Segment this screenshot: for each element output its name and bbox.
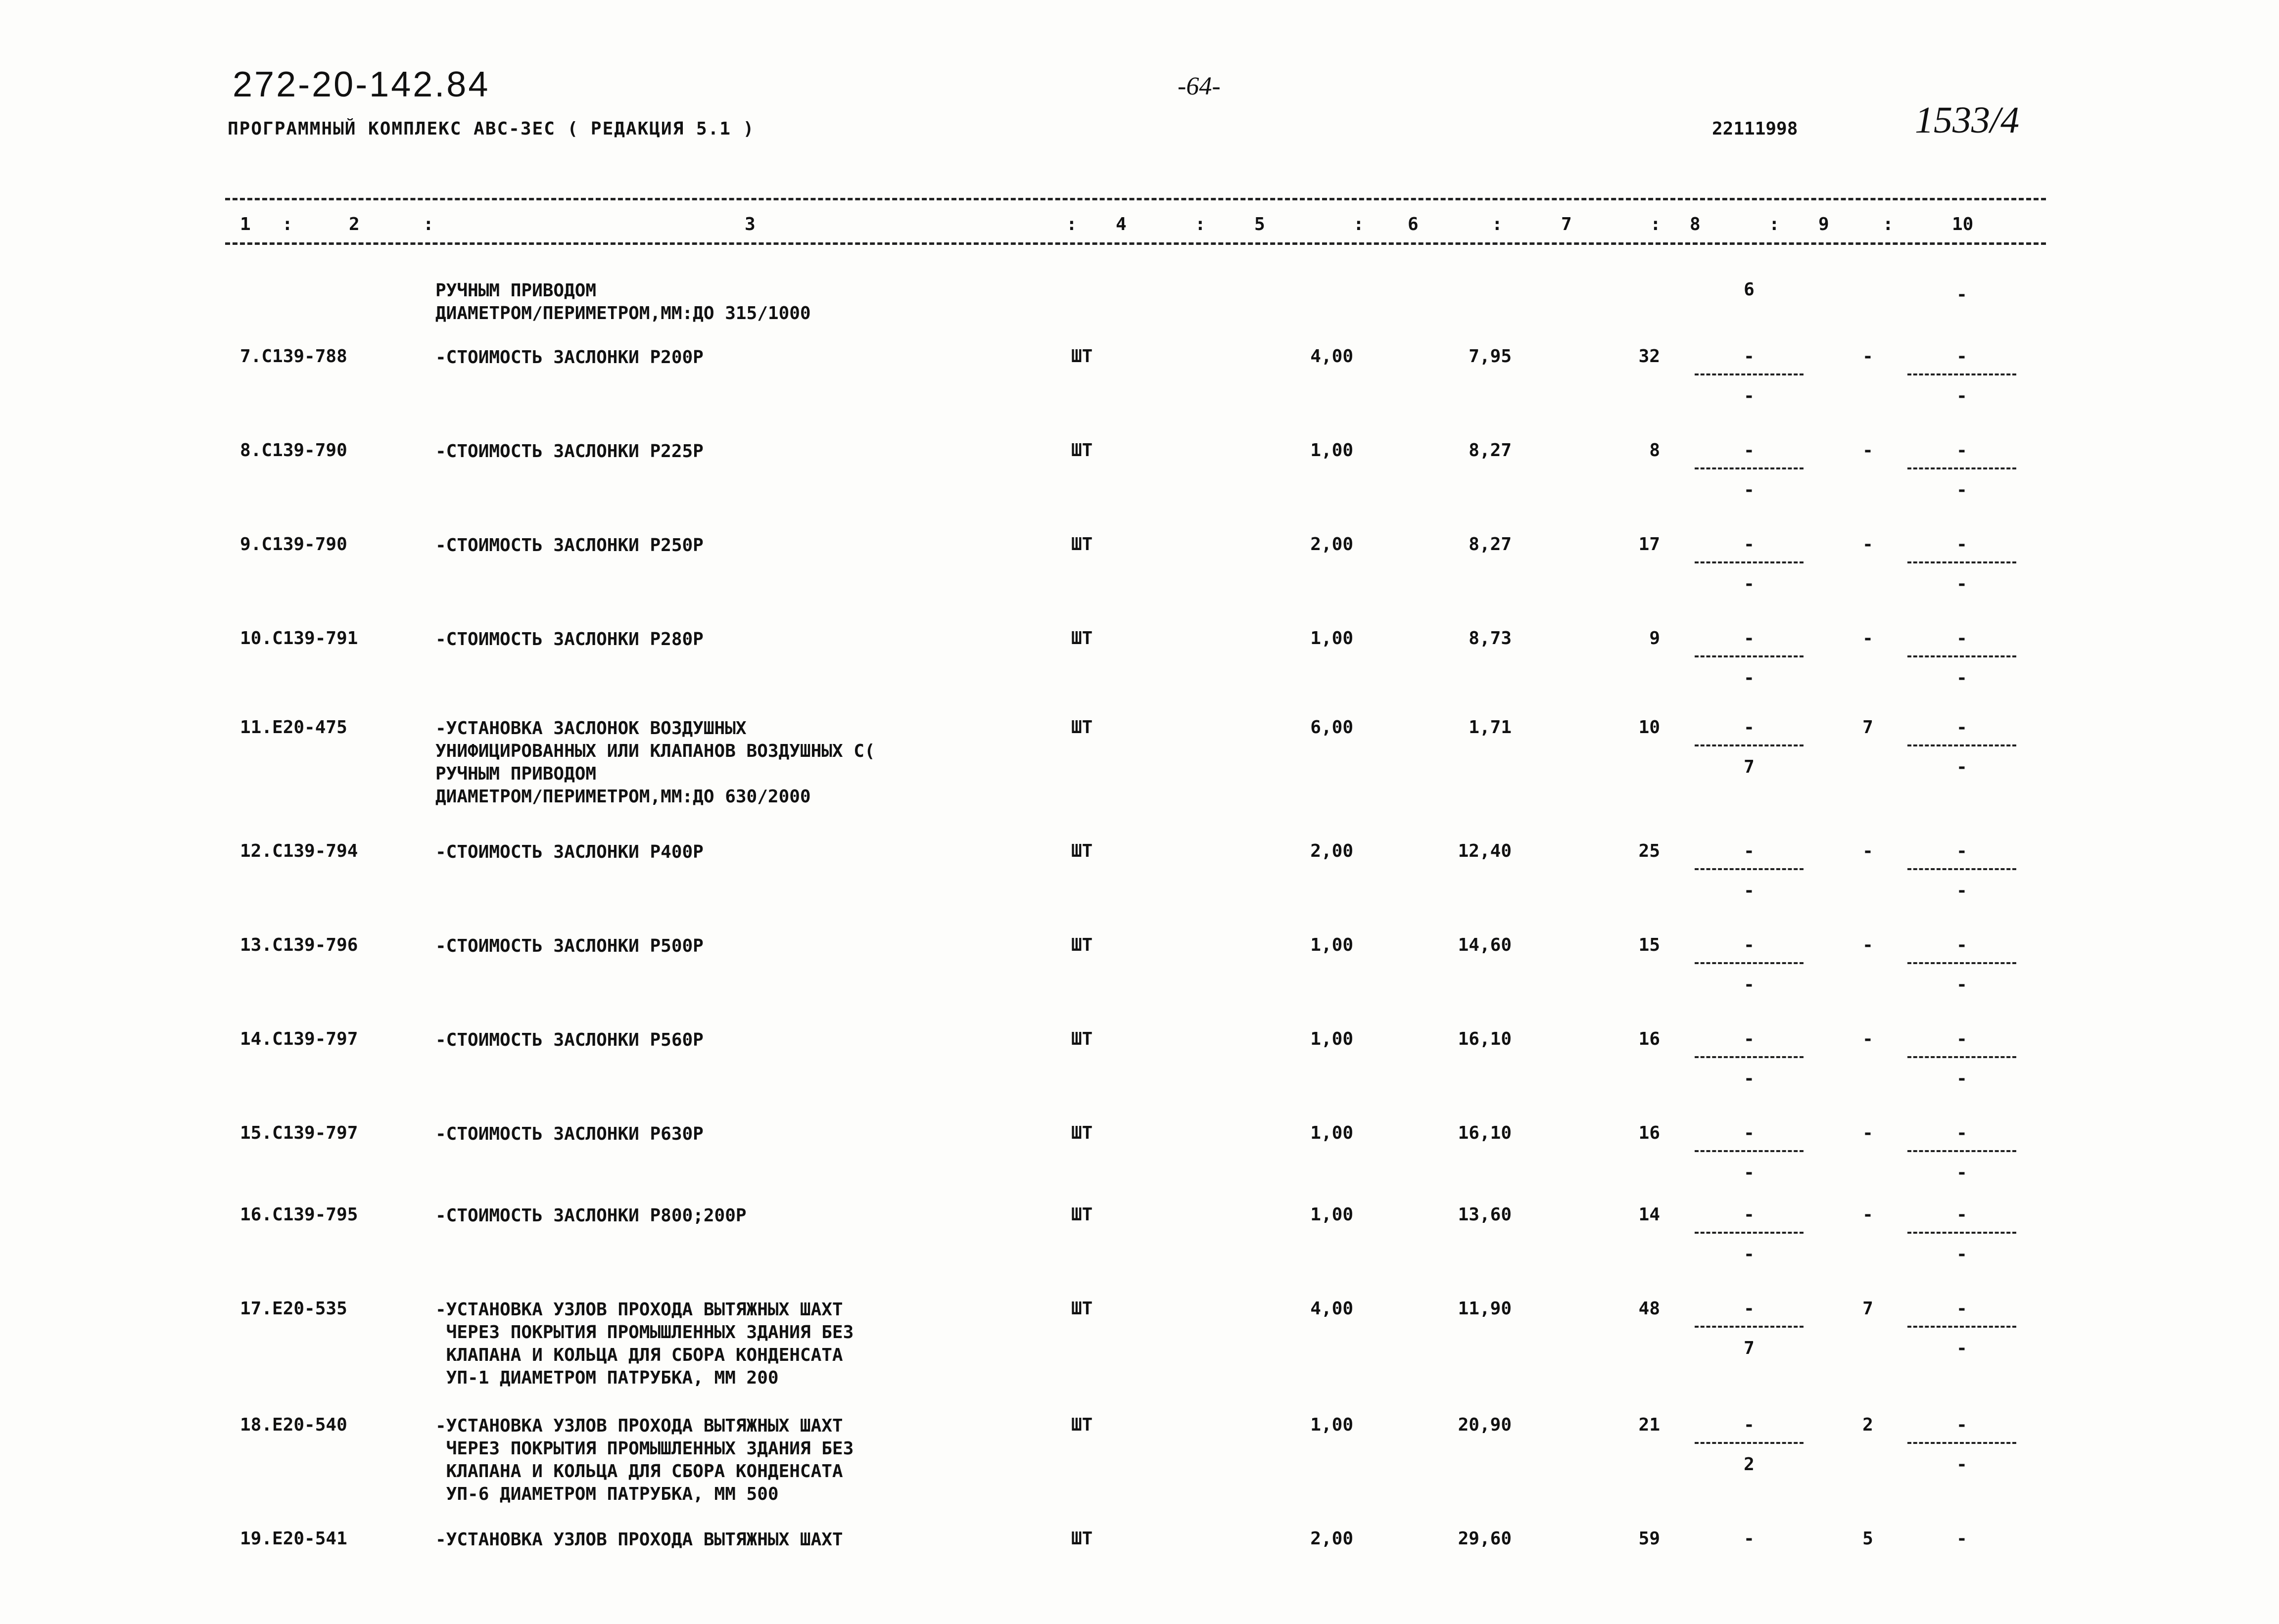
row-col7: 10 [1638,717,1660,738]
row-price: 8,27 [1469,534,1512,555]
row-col10-bottom: - [1956,1454,1967,1475]
col8-fraction-rule [1695,744,1804,746]
row-code: 7.С139-788 [240,346,347,367]
column-separator: : [1066,214,1077,234]
row-col10-top: - [1956,1415,1967,1435]
row-col8-top: - [1744,1529,1755,1549]
column-separator: : [1769,214,1780,234]
row-col8-bottom: - [1744,1068,1755,1089]
row-col8-top: - [1744,1029,1755,1049]
row-col8-top: - [1744,935,1755,955]
row-col9: - [1862,1029,1873,1049]
row-code: 19.Е20-541 [240,1529,347,1549]
row-unit: ШТ [1071,628,1093,649]
row-quantity: 2,00 [1310,1529,1353,1549]
col8-fraction-rule [1695,655,1804,657]
row-col10-bottom: - [1956,574,1967,594]
row-col9: - [1862,628,1873,649]
row-col8-bottom: - [1744,574,1755,594]
row-col10-bottom: - [1956,1068,1967,1089]
row-col10-bottom: - [1956,881,1967,901]
row-col10-top: - [1956,440,1967,461]
row-col7: 15 [1638,935,1660,955]
row-price: 12,40 [1458,841,1512,861]
column-header-5: 5 [1254,214,1265,234]
row-col9: 2 [1862,1415,1873,1435]
row-col9: - [1862,935,1873,955]
row-name: -УСТАНОВКА ЗАСЛОНОК ВОЗДУШНЫХ УНИФИЦИРОВАННЫХ ИЛИ КЛАПАНОВ ВОЗДУШНЫХ С( РУЧНЫМ ПРИВОДОМ ДИАМЕТРОМ/ПЕРИМЕТРОМ,ММ:ДО 630/2000 [435,718,875,807]
col10-fraction-rule [1907,1326,2016,1328]
col10-fraction-rule [1907,1056,2016,1058]
col10-fraction-rule [1907,1232,2016,1234]
row-col8-bottom: 2 [1744,1454,1755,1475]
row-name: -СТОИМОСТЬ ЗАСЛОНКИ Р500Р [435,936,704,956]
row-col10-bottom: - [1956,974,1967,995]
row-quantity: 1,00 [1310,1123,1353,1143]
column-header-8: 8 [1690,214,1701,234]
column-separator: : [1883,214,1894,234]
row-col10-bottom: - [1956,1338,1967,1358]
row-col9: 7 [1862,717,1873,738]
row-quantity: 1,00 [1310,628,1353,649]
row-unit: ШТ [1071,1029,1093,1049]
col8-fraction-rule [1695,868,1804,870]
row-code: 17.Е20-535 [240,1299,347,1319]
row-col8-bottom: - [1744,1244,1755,1264]
row-name: -СТОИМОСТЬ ЗАСЛОНКИ Р800;200Р [435,1206,747,1226]
row-col9: - [1862,1123,1873,1143]
col8-fraction-rule [1695,1056,1804,1058]
column-separator: : [423,214,434,234]
col8-fraction-rule [1695,962,1804,964]
row-price: 11,90 [1458,1299,1512,1319]
row-quantity: 1,00 [1310,1029,1353,1049]
row-name: -СТОИМОСТЬ ЗАСЛОНКИ Р280Р [435,629,704,650]
col10-fraction-rule [1907,561,2016,563]
row-col9: - [1862,440,1873,461]
column-separator: : [282,214,293,234]
row-quantity: 1,00 [1310,440,1353,461]
col8-fraction-rule [1695,561,1804,563]
row-col8-top: - [1744,440,1755,461]
row-quantity: 1,00 [1310,935,1353,955]
column-separator: : [1650,214,1661,234]
handwritten-annotation: 1533/4 [1915,99,2020,141]
row-col8-bottom: - [1744,974,1755,995]
row-col9: - [1862,534,1873,555]
col10-fraction-rule [1907,1442,2016,1444]
row-unit: ШТ [1071,841,1093,861]
row-code: 18.Е20-540 [240,1415,347,1435]
row-price: 16,10 [1458,1123,1512,1143]
row-col9: 5 [1862,1529,1873,1549]
column-header-1: 1 [240,214,251,234]
row-col7: 16 [1638,1029,1660,1049]
row-col10-top: - [1956,534,1967,555]
col8-fraction-rule [1695,1442,1804,1444]
row-col8-top: - [1744,1415,1755,1435]
table-header-rule [225,242,2046,245]
row-col9: - [1862,346,1873,367]
row-col10-top: - [1956,1299,1967,1319]
row-col7: 59 [1638,1529,1660,1549]
row-col9: - [1862,841,1873,861]
row-col10-bottom: - [1956,757,1967,777]
col10-fraction-rule [1907,962,2016,964]
row-code: 14.С139-797 [240,1029,358,1049]
document-code: 22111998 [1712,119,1798,139]
row-unit: ШТ [1071,1299,1093,1319]
row-col7: 32 [1638,346,1660,367]
row-name: -СТОИМОСТЬ ЗАСЛОНКИ Р630Р [435,1124,704,1144]
col8-fraction-rule [1695,1326,1804,1328]
row-col10-top: - [1956,1029,1967,1049]
row-col10-bottom: - [1956,668,1967,688]
row-col8-bottom: 7 [1744,757,1755,777]
row-unit: ШТ [1071,935,1093,955]
row-col8-top: - [1744,717,1755,738]
row-code: 13.С139-796 [240,935,358,955]
row-col10-bottom: - [1956,480,1967,500]
row-col8-bottom: - [1744,668,1755,688]
row-col9: 7 [1862,1299,1873,1319]
row-col7: 14 [1638,1205,1660,1225]
col10-fraction-rule [1907,373,2016,375]
row-quantity: 2,00 [1310,534,1353,555]
column-header-10: 10 [1952,214,1974,234]
row-price: 1,71 [1469,717,1512,738]
row-unit: ШТ [1071,1529,1093,1549]
row-price: 13,60 [1458,1205,1512,1225]
row-unit: ШТ [1071,1205,1093,1225]
row-price: 14,60 [1458,935,1512,955]
row-col7: 9 [1649,628,1660,649]
row-quantity: 1,00 [1310,1205,1353,1225]
row-quantity: 2,00 [1310,841,1353,861]
row-unit: ШТ [1071,1123,1093,1143]
row-price: 7,95 [1469,346,1512,367]
page-number: -64- [1178,72,1221,100]
row-price: 8,73 [1469,628,1512,649]
row-col7: 48 [1638,1299,1660,1319]
row-code: 10.С139-791 [240,628,358,649]
row-col8-bottom: 7 [1744,1338,1755,1358]
column-separator: : [1492,214,1503,234]
row-price: 16,10 [1458,1029,1512,1049]
row-name: -УСТАНОВКА УЗЛОВ ПРОХОДА ВЫТЯЖНЫХ ШАХТ [435,1530,843,1550]
continuation-text: РУЧНЫМ ПРИВОДОМ ДИАМЕТРОМ/ПЕРИМЕТРОМ,ММ:ДО 315/1000 [435,280,811,324]
row-code: 12.С139-794 [240,841,358,861]
row-col10-top: - [1956,717,1967,738]
document-subtitle: ПРОГРАММНЫЙ КОМПЛЕКС АВС-3ЕС ( РЕДАКЦИЯ 5.1 ) [228,119,755,139]
continuation-col8: 6 [1744,279,1755,300]
row-name: -УСТАНОВКА УЗЛОВ ПРОХОДА ВЫТЯЖНЫХ ШАХТ ЧЕРЕЗ ПОКРЫТИЯ ПРОМЫШЛЕННЫХ ЗДАНИЯ БЕЗ КЛАПАНА И КОЛЬЦА ДЛЯ СБОРА КОНДЕНСАТА УП-6 ДИАМЕТРОМ ПАТРУБКА, ММ 500 [435,1416,854,1504]
column-header-9: 9 [1818,214,1829,234]
row-col8-top: - [1744,346,1755,367]
row-col8-top: - [1744,841,1755,861]
row-name: -СТОИМОСТЬ ЗАСЛОНКИ Р560Р [435,1030,704,1050]
row-col8-bottom: - [1744,881,1755,901]
row-price: 8,27 [1469,440,1512,461]
row-col8-bottom: - [1744,1162,1755,1183]
row-col10-top: - [1956,346,1967,367]
row-name: -СТОИМОСТЬ ЗАСЛОНКИ Р250Р [435,535,704,556]
row-col8-top: - [1744,1205,1755,1225]
row-col7: 17 [1638,534,1660,555]
col10-fraction-rule [1907,467,2016,469]
column-separator: : [1353,214,1364,234]
col10-fraction-rule [1907,868,2016,870]
col8-fraction-rule [1695,467,1804,469]
column-header-7: 7 [1561,214,1572,234]
row-code: 15.С139-797 [240,1123,358,1143]
row-quantity: 4,00 [1310,346,1353,367]
row-code: 9.С139-790 [240,534,347,555]
col8-fraction-rule [1695,1232,1804,1234]
row-unit: ШТ [1071,534,1093,555]
row-quantity: 1,00 [1310,1415,1353,1435]
row-col7: 8 [1649,440,1660,461]
row-unit: ШТ [1071,717,1093,738]
row-unit: ШТ [1071,1415,1093,1435]
row-col10-top: - [1956,1123,1967,1143]
col10-fraction-rule [1907,1150,2016,1152]
row-unit: ШТ [1071,440,1093,461]
row-col7: 21 [1638,1415,1660,1435]
row-col10-top: - [1956,841,1967,861]
row-col8-top: - [1744,628,1755,649]
row-unit: ШТ [1071,346,1093,367]
row-col10-top: - [1956,1529,1967,1549]
column-header-3: 3 [745,214,756,234]
col8-fraction-rule [1695,373,1804,375]
row-col10-top: - [1956,935,1967,955]
row-col8-bottom: - [1744,386,1755,406]
row-name: -УСТАНОВКА УЗЛОВ ПРОХОДА ВЫТЯЖНЫХ ШАХТ ЧЕРЕЗ ПОКРЫТИЯ ПРОМЫШЛЕННЫХ ЗДАНИЯ БЕЗ КЛАПАНА И КОЛЬЦА ДЛЯ СБОРА КОНДЕНСАТА УП-1 ДИАМЕТРОМ ПАТРУБКА, ММ 200 [435,1299,854,1388]
document-number: 272-20-142.84 [233,65,490,104]
row-col7: 16 [1638,1123,1660,1143]
row-col10-bottom: - [1956,386,1967,406]
row-quantity: 4,00 [1310,1299,1353,1319]
row-quantity: 6,00 [1310,717,1353,738]
row-code: 8.С139-790 [240,440,347,461]
row-col8-top: - [1744,1299,1755,1319]
row-col9: - [1862,1205,1873,1225]
row-code: 16.С139-795 [240,1205,358,1225]
col10-fraction-rule [1907,744,2016,746]
column-separator: : [1195,214,1206,234]
column-header-2: 2 [349,214,360,234]
column-header-row [225,210,2046,240]
row-col10-top: - [1956,1205,1967,1225]
col10-fraction-rule [1907,655,2016,657]
row-name: -СТОИМОСТЬ ЗАСЛОНКИ Р400Р [435,842,704,862]
row-price: 29,60 [1458,1529,1512,1549]
row-col8-bottom: - [1744,480,1755,500]
row-col8-top: - [1744,534,1755,555]
row-name: -СТОИМОСТЬ ЗАСЛОНКИ Р225Р [435,441,704,462]
col8-fraction-rule [1695,1150,1804,1152]
row-code: 11.Е20-475 [240,717,347,738]
row-col10-top: - [1956,628,1967,649]
row-name: -СТОИМОСТЬ ЗАСЛОНКИ Р200Р [435,347,704,368]
row-col10-bottom: - [1956,1244,1967,1264]
table-top-rule [225,198,2046,200]
row-price: 20,90 [1458,1415,1512,1435]
row-col8-top: - [1744,1123,1755,1143]
row-col10-bottom: - [1956,1162,1967,1183]
column-header-4: 4 [1116,214,1127,234]
continuation-col10: - [1956,284,1967,305]
row-col7: 25 [1638,841,1660,861]
column-header-6: 6 [1408,214,1419,234]
